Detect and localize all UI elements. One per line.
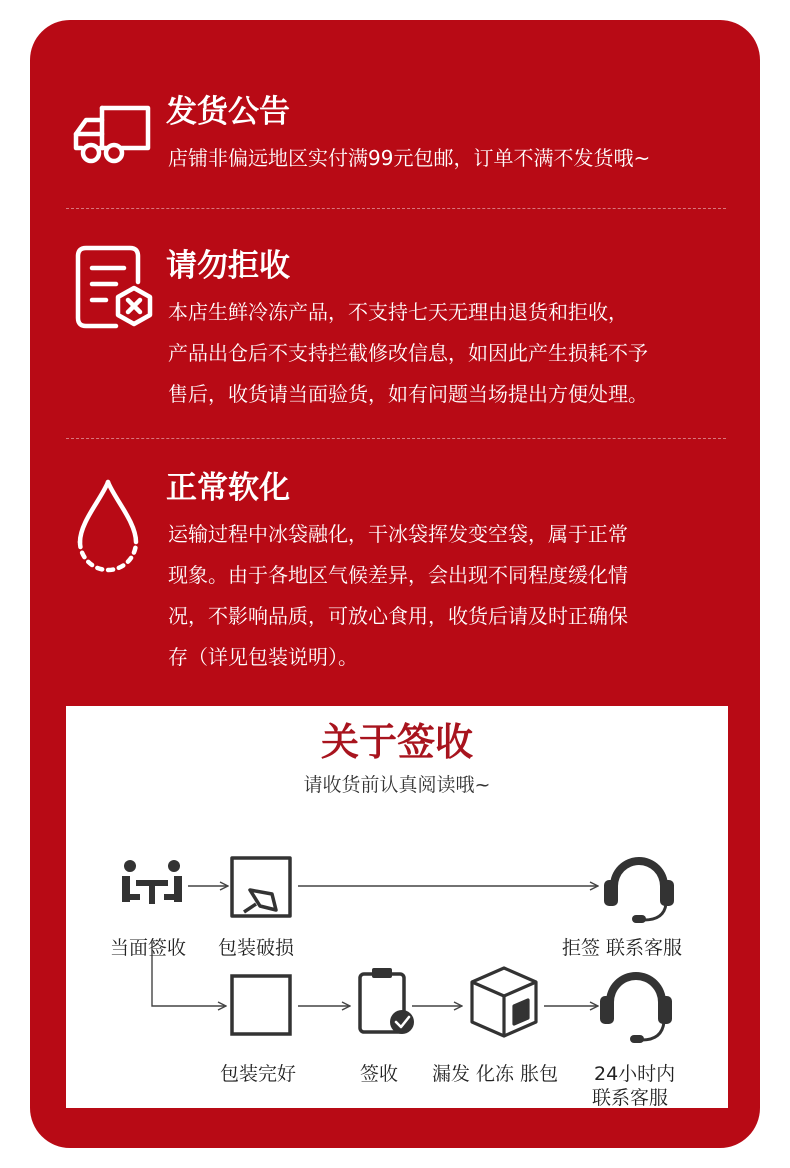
text-line: 况，不影响品质，可放心食用，收货后请及时正确保 [168,604,628,628]
section-title-shipping: 发货公告 [166,94,290,130]
customer-service-headset-icon [604,857,674,923]
signing-title: 关于签收 [320,719,473,764]
signing-subtitle: 请收货前认真阅读哦~ [303,774,491,796]
section-divider [66,208,726,209]
section-title-softening: 正常软化 [166,470,290,506]
water-drop-icon [72,476,144,580]
signing-flow-diagram [66,706,728,1108]
step-hours-label: 24小时内 [594,1063,676,1085]
section-text-no-reject [168,292,648,415]
step-leak-issue-label: 漏发 化冻 胀包 [432,1063,559,1085]
text-line: 本店生鲜冷冻产品，不支持七天无理由退货和拒收， [168,300,628,324]
text-line: 售后，收货请当面验货，如有问题当场提出方便处理。 [168,382,648,406]
text-line: 店铺非偏远地区实付满99元包邮，订单不满不发货哦~ [168,146,651,170]
step-hours-contact-label: 联系客服 [592,1087,669,1109]
reject-document-icon [72,242,158,332]
open-box-icon [472,968,536,1036]
step-damaged-label: 包装破损 [218,937,295,959]
text-line: 存（详见包装说明）。 [168,645,358,669]
text-line: 产品出仓后不支持拦截修改信息，如因此产生损耗不予 [168,341,648,365]
customer-service-headset-icon [600,972,672,1043]
section-title-no-reject: 请勿拒收 [166,248,290,284]
notice-card [30,20,760,1148]
section-text-softening [168,514,628,678]
intact-package-icon [232,976,290,1034]
clipboard-check-icon [360,968,414,1034]
text-line: 运输过程中冰袋融化，干冰袋挥发变空袋，属于正常 [168,522,628,546]
step-intact-label: 包装完好 [220,1063,297,1085]
step-face-to-face-label: 当面签收 [110,937,187,959]
step-sign-label: 签收 [360,1063,399,1085]
signing-panel [66,706,728,1108]
truck-icon [72,98,156,166]
section-text-shipping [168,138,650,179]
step-reject-contact-label: 拒签 联系客服 [562,937,683,959]
text-line: 现象。由于各地区气候差异，会出现不同程度缓化情 [168,563,628,587]
section-divider [66,438,726,439]
face-to-face-icon [122,860,182,904]
damaged-package-icon [232,858,290,916]
